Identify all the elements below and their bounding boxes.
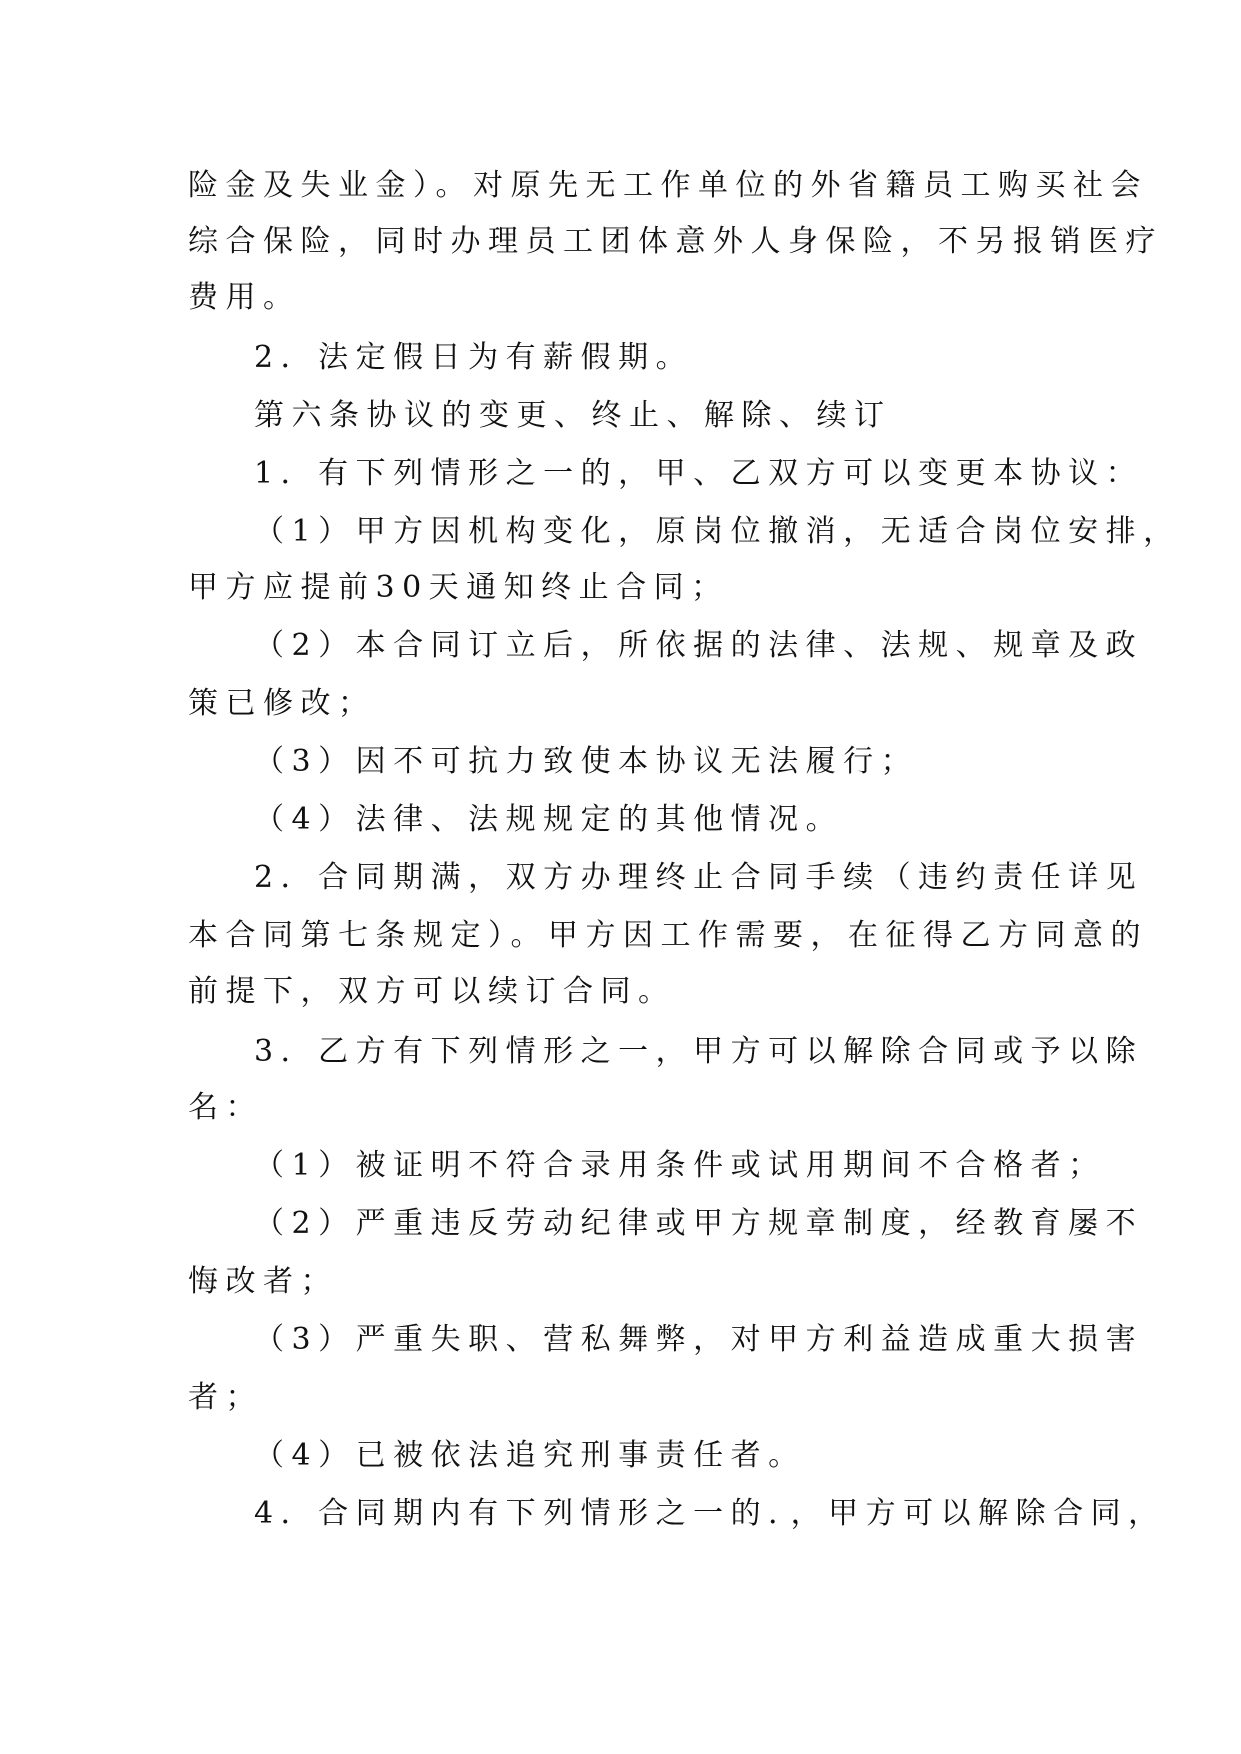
text-line: 2．法定假日为有薪假期。 xyxy=(254,340,694,375)
text-line: （3）严重失职、营私舞弊，对甲方利益造成重大损害 xyxy=(254,1322,1144,1357)
text-line: 者； xyxy=(188,1380,263,1415)
text-line: 本合同第七条规定）。甲方因工作需要，在征得乙方同意的 xyxy=(188,918,1148,953)
text-line: 名： xyxy=(188,1090,263,1125)
section-heading: 第六条协议的变更、终止、解除、续订 xyxy=(254,398,892,433)
text-line: （4）已被依法追究刑事责任者。 xyxy=(254,1438,806,1473)
text-line: 甲方应提前30天通知终止合同； xyxy=(188,570,729,605)
text-line: 悔改者； xyxy=(188,1264,338,1299)
text-line: （3）因不可抗力致使本协议无法履行； xyxy=(254,744,919,779)
text-line: 策已修改； xyxy=(188,686,376,721)
text-line: （4）法律、法规规定的其他情况。 xyxy=(254,802,844,837)
text-line: 3．乙方有下列情形之一，甲方可以解除合同或予以除 xyxy=(254,1034,1144,1069)
text-line: 险金及失业金）。对原先无工作单位的外省籍员工购买社会 xyxy=(188,168,1148,203)
text-line: 4．合同期内有下列情形之一的．，甲方可以解除合同， xyxy=(254,1496,1166,1531)
text-line: 1．有下列情形之一的，甲、乙双方可以变更本协议： xyxy=(254,456,1144,491)
text-line: 费用。 xyxy=(188,280,301,315)
text-line: （2）本合同订立后，所依据的法律、法规、规章及政 xyxy=(254,628,1144,663)
text-line: （2）严重违反劳动纪律或甲方规章制度，经教育屡不 xyxy=(254,1206,1144,1241)
text-line: （1）被证明不符合录用条件或试用期间不合格者； xyxy=(254,1148,1106,1183)
text-line: （1）甲方因机构变化，原岗位撤消，无适合岗位安排， xyxy=(254,514,1181,549)
text-line: 前提下，双方可以续订合同。 xyxy=(188,974,676,1009)
text-line: 综合保险，同时办理员工团体意外人身保险，不另报销医疗 xyxy=(188,224,1163,259)
text-line: 2．合同期满，双方办理终止合同手续（违约责任详见 xyxy=(254,860,1144,895)
